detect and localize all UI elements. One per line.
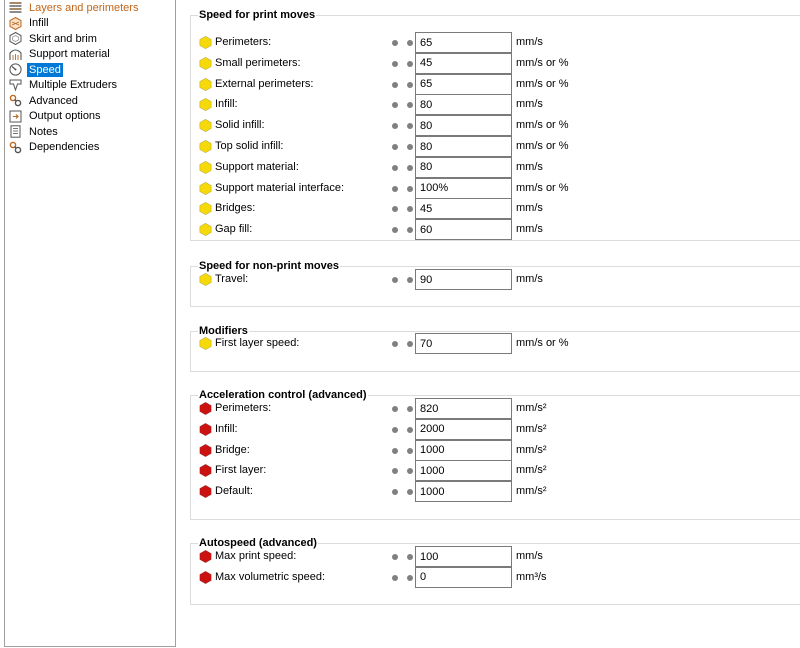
advanced-mode-hexagon-icon bbox=[199, 444, 212, 457]
simple-mode-hexagon-icon bbox=[199, 161, 212, 174]
reset-dots-icon[interactable] bbox=[392, 448, 414, 454]
speed-icon bbox=[8, 63, 22, 77]
setting-row bbox=[191, 398, 800, 419]
sidebar-item-label: Dependencies bbox=[29, 141, 100, 154]
simple-mode-hexagon-icon bbox=[199, 273, 212, 286]
setting-unit: mm/s bbox=[516, 98, 543, 111]
section-acceleration-control-advanced bbox=[190, 389, 800, 520]
setting-value-input[interactable] bbox=[415, 419, 512, 440]
reset-dots-icon[interactable] bbox=[392, 186, 414, 192]
simple-mode-hexagon-icon bbox=[199, 182, 212, 195]
setting-row bbox=[191, 546, 800, 567]
simple-mode-hexagon-icon bbox=[199, 202, 212, 215]
output-icon bbox=[8, 109, 22, 123]
setting-row bbox=[191, 419, 800, 440]
setting-unit: mm/s² bbox=[516, 485, 547, 498]
reset-dots-icon[interactable] bbox=[392, 575, 414, 581]
setting-value-input[interactable] bbox=[415, 94, 512, 115]
reset-dots-icon[interactable] bbox=[392, 227, 414, 233]
setting-label: Support material: bbox=[215, 160, 299, 173]
setting-value-input[interactable] bbox=[415, 53, 512, 74]
simple-mode-hexagon-icon bbox=[199, 78, 212, 91]
sidebar-item-support-material[interactable] bbox=[5, 47, 175, 63]
setting-row bbox=[191, 74, 800, 95]
setting-unit: mm/s bbox=[516, 160, 543, 173]
skirt-icon bbox=[8, 32, 22, 46]
reset-dots-icon[interactable] bbox=[392, 82, 414, 88]
setting-row bbox=[191, 157, 800, 178]
setting-label: Perimeters: bbox=[215, 36, 272, 48]
sidebar-item-label: Notes bbox=[29, 125, 58, 138]
setting-label: Max volumetric speed: bbox=[215, 570, 326, 583]
setting-value-input[interactable] bbox=[415, 440, 512, 461]
setting-value-input[interactable] bbox=[415, 333, 512, 354]
setting-unit: mm/s or % bbox=[516, 77, 569, 90]
setting-unit: mm/s² bbox=[516, 402, 547, 414]
reset-dots-icon[interactable] bbox=[392, 102, 414, 108]
reset-dots-icon[interactable] bbox=[392, 427, 414, 433]
support-icon bbox=[8, 47, 22, 61]
setting-label: Small perimeters: bbox=[215, 56, 301, 69]
setting-label: Solid infill: bbox=[215, 119, 265, 132]
setting-row bbox=[191, 178, 800, 199]
sidebar-item-label: Infill bbox=[29, 17, 49, 30]
setting-value-input[interactable] bbox=[415, 178, 512, 199]
sidebar-tree[interactable] bbox=[4, 0, 176, 647]
settings-panel bbox=[190, 0, 800, 648]
sidebar-item-advanced[interactable] bbox=[5, 93, 175, 109]
setting-value-input[interactable] bbox=[415, 115, 512, 136]
simple-mode-hexagon-icon bbox=[199, 337, 212, 350]
section-speed-for-non-print-moves bbox=[190, 260, 800, 307]
setting-row bbox=[191, 219, 800, 240]
advanced-mode-hexagon-icon bbox=[199, 464, 212, 477]
setting-row bbox=[191, 115, 800, 136]
setting-label: Travel: bbox=[215, 273, 249, 285]
simple-mode-hexagon-icon bbox=[199, 119, 212, 132]
setting-label: Bridge: bbox=[215, 443, 250, 456]
setting-label: Infill: bbox=[215, 98, 238, 111]
setting-value-input[interactable] bbox=[415, 567, 512, 588]
section-title: Speed for non-print moves bbox=[199, 260, 339, 272]
setting-label: Bridges: bbox=[215, 202, 256, 215]
setting-label: First layer speed: bbox=[215, 337, 300, 349]
setting-value-input[interactable] bbox=[415, 198, 512, 219]
setting-unit: mm/s or % bbox=[516, 140, 569, 152]
section-title: Acceleration control (advanced) bbox=[199, 389, 367, 401]
setting-value-input[interactable] bbox=[415, 460, 512, 481]
setting-value-input[interactable] bbox=[415, 219, 512, 240]
setting-row bbox=[191, 440, 800, 461]
section-speed-for-print-moves bbox=[190, 9, 800, 241]
layers-icon bbox=[8, 1, 22, 15]
setting-unit: mm³/s bbox=[516, 570, 547, 583]
setting-value-input[interactable] bbox=[415, 398, 512, 419]
advanced-mode-hexagon-icon bbox=[199, 571, 212, 584]
reset-dots-icon[interactable] bbox=[392, 277, 414, 283]
sidebar-item-multiple-extruders[interactable] bbox=[5, 78, 175, 94]
reset-dots-icon[interactable] bbox=[392, 554, 414, 560]
setting-unit: mm/s² bbox=[516, 443, 547, 456]
setting-label: Top solid infill: bbox=[215, 140, 284, 152]
section-modifiers bbox=[190, 325, 800, 372]
setting-row bbox=[191, 198, 800, 219]
sidebar-item-skirt-and-brim[interactable] bbox=[5, 31, 175, 47]
setting-row bbox=[191, 460, 800, 481]
setting-row bbox=[191, 333, 800, 354]
advanced-mode-hexagon-icon bbox=[199, 485, 212, 498]
setting-value-input[interactable] bbox=[415, 157, 512, 178]
setting-label: Max print speed: bbox=[215, 550, 297, 562]
reset-dots-icon[interactable] bbox=[392, 61, 414, 67]
setting-value-input[interactable] bbox=[415, 74, 512, 95]
sidebar-item-label: Skirt and brim bbox=[29, 32, 97, 45]
sidebar-item-output-options[interactable] bbox=[5, 109, 175, 125]
setting-row bbox=[191, 567, 800, 588]
setting-label: External perimeters: bbox=[215, 77, 314, 90]
section-title: Speed for print moves bbox=[199, 9, 316, 21]
setting-unit: mm/s² bbox=[516, 464, 547, 477]
infill-icon bbox=[8, 16, 22, 30]
sidebar-item-label: Advanced bbox=[29, 94, 78, 107]
setting-value-input[interactable] bbox=[415, 546, 512, 567]
setting-unit: mm/s bbox=[516, 550, 543, 562]
reset-dots-icon[interactable] bbox=[392, 123, 414, 129]
wrench-icon bbox=[8, 94, 22, 108]
setting-value-input[interactable] bbox=[415, 136, 512, 157]
setting-label: Support material interface: bbox=[215, 181, 345, 194]
wrench-icon bbox=[8, 140, 22, 154]
setting-row bbox=[191, 53, 800, 74]
simple-mode-hexagon-icon bbox=[199, 57, 212, 70]
advanced-mode-hexagon-icon bbox=[199, 550, 212, 563]
setting-value-input[interactable] bbox=[415, 481, 512, 502]
setting-unit: mm/s or % bbox=[516, 119, 569, 132]
notes-icon bbox=[8, 125, 22, 139]
setting-value-input[interactable] bbox=[415, 32, 512, 53]
section-title: Modifiers bbox=[199, 325, 248, 337]
sidebar-item-label: Speed bbox=[29, 63, 61, 76]
sidebar-item-layers-and-perimeters[interactable] bbox=[5, 0, 175, 16]
sidebar-item-speed[interactable] bbox=[5, 62, 175, 78]
setting-row bbox=[191, 94, 800, 115]
extruder-icon bbox=[8, 78, 22, 92]
simple-mode-hexagon-icon bbox=[199, 36, 212, 49]
reset-dots-icon[interactable] bbox=[392, 468, 414, 474]
sidebar-item-label: Support material bbox=[29, 48, 110, 61]
setting-value-input[interactable] bbox=[415, 269, 512, 290]
simple-mode-hexagon-icon bbox=[199, 223, 212, 236]
setting-label: Gap fill: bbox=[215, 223, 253, 236]
reset-dots-icon[interactable] bbox=[392, 406, 414, 412]
setting-label: First layer: bbox=[215, 464, 267, 477]
sidebar-item-label: Layers and perimeters bbox=[29, 1, 139, 14]
setting-unit: mm/s bbox=[516, 223, 543, 236]
setting-row bbox=[191, 481, 800, 502]
reset-dots-icon[interactable] bbox=[392, 40, 414, 46]
section-autospeed-advanced bbox=[190, 537, 800, 605]
setting-unit: mm/s bbox=[516, 273, 543, 285]
setting-label: Infill: bbox=[215, 422, 238, 435]
setting-row bbox=[191, 32, 800, 53]
reset-dots-icon[interactable] bbox=[392, 144, 414, 150]
sidebar-item-dependencies[interactable] bbox=[5, 140, 175, 156]
sidebar-item-infill[interactable] bbox=[5, 16, 175, 32]
setting-row bbox=[191, 269, 800, 290]
setting-unit: mm/s² bbox=[516, 422, 547, 435]
reset-dots-icon[interactable] bbox=[392, 341, 414, 347]
section-title: Autospeed (advanced) bbox=[199, 537, 317, 549]
setting-label: Perimeters: bbox=[215, 402, 272, 414]
simple-mode-hexagon-icon bbox=[199, 98, 212, 111]
advanced-mode-hexagon-icon bbox=[199, 423, 212, 436]
sidebar-item-label: Multiple Extruders bbox=[29, 79, 118, 92]
setting-unit: mm/s bbox=[516, 202, 543, 215]
reset-dots-icon[interactable] bbox=[392, 489, 414, 495]
setting-row bbox=[191, 136, 800, 157]
setting-unit: mm/s or % bbox=[516, 56, 569, 69]
setting-unit: mm/s or % bbox=[516, 337, 569, 349]
advanced-mode-hexagon-icon bbox=[199, 402, 212, 415]
simple-mode-hexagon-icon bbox=[199, 140, 212, 153]
setting-unit: mm/s bbox=[516, 36, 543, 48]
setting-label: Default: bbox=[215, 485, 253, 498]
setting-unit: mm/s or % bbox=[516, 181, 569, 194]
sidebar-item-label: Output options bbox=[29, 110, 101, 123]
reset-dots-icon[interactable] bbox=[392, 206, 414, 212]
reset-dots-icon[interactable] bbox=[392, 165, 414, 171]
sidebar-item-notes[interactable] bbox=[5, 124, 175, 140]
